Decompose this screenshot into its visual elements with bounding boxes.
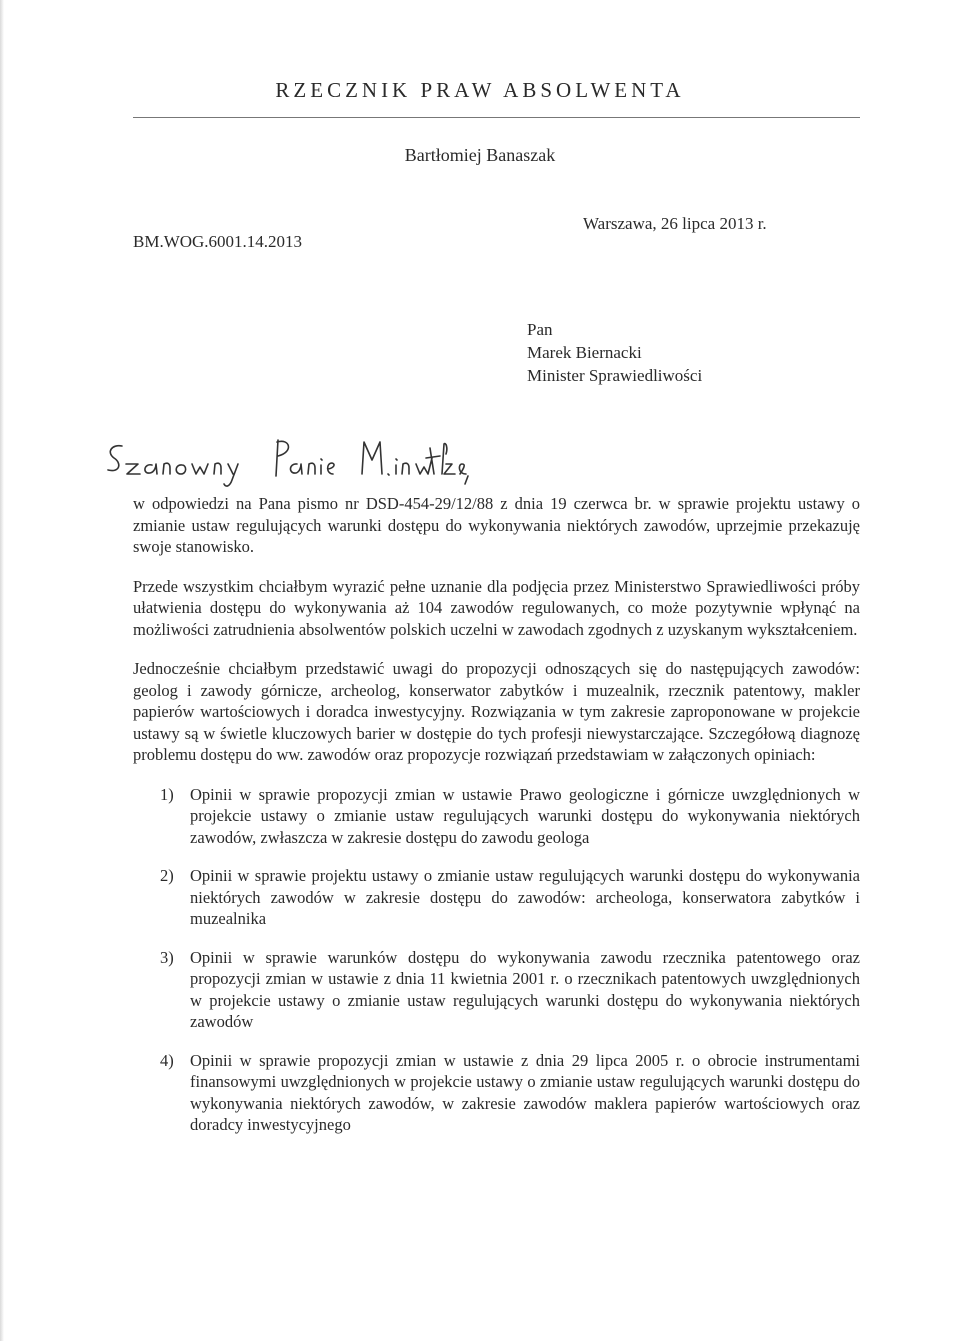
list-item-number: 2) — [160, 866, 174, 885]
list-item — [133, 1050, 860, 1136]
list-item-text: Opinii w sprawie propozycji zmian w ustawie z dnia 29 lipca 2005 r. o obrocie instrumentami finansowymi uwzględnionych w projekcie ustawy o zmianie ustaw regulujących warunki dostępu do wykonywania niektórych zawodów, w zakresie zawodów maklera papierów wartościowych oraz doradcy inwestycyjnego — [190, 1050, 860, 1134]
list-item-text: Opinii w sprawie projektu ustawy o zmianie ustaw regulujących warunki dostępu do wykonywania niektórych zawodów w zakresie dostępu do zawodów: archeologa, konserwatora zabytków i muzealnika — [190, 866, 860, 928]
recipient-title: Minister Sprawiedliwości — [527, 366, 703, 385]
letter-date: Warszawa, 26 lipca 2013 r. — [583, 214, 767, 233]
recipient-block — [527, 318, 702, 387]
list-item-number: 1) — [160, 784, 174, 804]
signature-text-hidden: Szanowny Panie Ministrze, — [100, 405, 276, 422]
letter-body — [133, 493, 860, 1153]
paragraph-intro: w odpowiedzi na Pana pismo nr DSD-454-29/12/88 z dnia 19 czerwca br. w sprawie projektu ustawy o zmianie ustaw regulujących warunki dostępu do wykonywania niektórych zawodów, uprzejmie przekazuję swoje stanowisko. — [133, 494, 860, 556]
list-item — [133, 865, 860, 930]
reference-number: BM.WOG.6001.14.2013 — [133, 232, 303, 251]
opinions-list — [133, 784, 860, 1136]
list-item — [133, 784, 860, 849]
list-item-text: Opinii w sprawie propozycji zmian w ustawie Prawo geologiczne i górnicze uwzględnionych w projekcie ustawy o zmianie ustaw regulujących warunki dostępu do wykonywania niektórych zawodów, zwłaszcza w zakresie dostępu do zawodu geologa — [190, 784, 860, 847]
list-item-text: Opinii w sprawie warunków dostępu do wykonywania zawodu rzecznika patentowego oraz propozycji zmian w ustawie z dnia 11 kwietnia 2001 r. o rzecznikach patentowych uwzględnionych w projekcie ustawy o zmianie ustaw regulujących warunki dostępu do wykonywania niektórych zawodów — [190, 947, 860, 1031]
paragraph-appreciation: Przede wszystkim chciałbym wyrazić pełne uznanie dla podjęcia przez Ministerstwo Sprawiedliwości próby ułatwienia dostępu do wykonywania aż 104 zawodów regulowanych, co może pozytywnie wpłynąć na możliwości zatrudnienia absolwentów polskich uczelni w zawodach zgodnych z uzyskanym wykształceniem. — [133, 576, 860, 639]
list-item-number: 4) — [160, 1050, 174, 1070]
list-item — [133, 947, 860, 1033]
scan-edge — [0, 0, 4, 1341]
letterhead-divider — [133, 117, 860, 118]
letterhead-title: RZECZNIK PRAW ABSOLWENTA — [275, 78, 685, 102]
author-name: Bartłomiej Banaszak — [404, 145, 556, 165]
recipient-name: Marek Biernacki — [527, 343, 642, 362]
list-item-number: 3) — [160, 947, 174, 967]
handwritten-greeting — [100, 405, 470, 493]
recipient-salutation: Pan — [527, 320, 553, 339]
paragraph-remarks: Jednocześnie chciałbym przedstawić uwagi do propozycji odnoszących się do następujących zawodów: geolog i zawody górnicze, archeolog, konserwator zabytków i muzealnik, rzecznik patentowy, makler papierów wartościowych i doradca inwestycyjny. Rozwiązania w tym zakresie zaproponowane w projekcie ustawy są w świetle kluczowych barier w dostępie do tych profesji niewystarczające. Szczegółową diagnozę problemu dostępu do ww. zawodów oraz propozycje rozwiązań przedstawiam w załączonych opiniach: — [133, 659, 860, 764]
